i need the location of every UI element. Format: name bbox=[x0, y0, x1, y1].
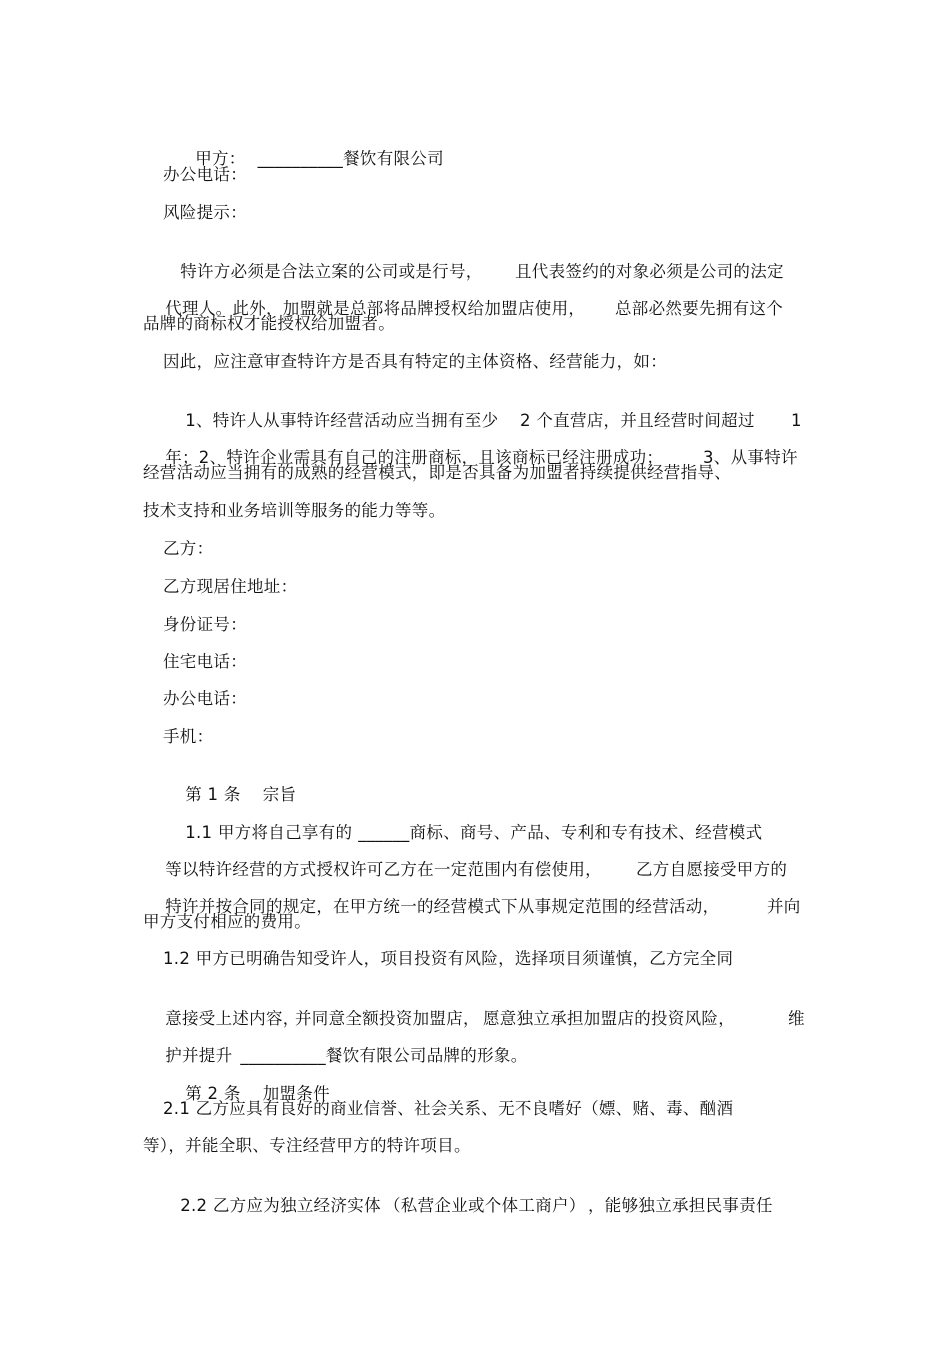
risk-line-1-b: 且代表签约的对象必须是公司的法定 bbox=[515, 262, 784, 281]
clause-1-1-line-2-b: 乙方自愿接受甲方的 bbox=[636, 860, 788, 879]
clause-2-2-a: 2.2 乙方应为独立经济实体 bbox=[180, 1196, 381, 1215]
condition-line-4: 技术支持和业务培训等服务的能力等等。 bbox=[143, 501, 446, 520]
clause-2-2-c: ，能够独立承担民事责任 bbox=[588, 1196, 773, 1215]
clause-1-2-line-3-c: 餐饮有限公司品牌的形象。 bbox=[325, 1046, 528, 1065]
clause-1-1-blank: ______ bbox=[358, 823, 410, 842]
clause-1-2-line-3-a: 护并提升 bbox=[165, 1046, 233, 1065]
clause-2-2-b: （私营企业或个体工商户） bbox=[384, 1196, 586, 1215]
clause-1-2-line-2-a: 意接受上述内容， bbox=[165, 1009, 300, 1028]
condition-line-1-b: 2 个直营店，并且经营时间超过 bbox=[520, 411, 755, 430]
clause-2-2-line-1 bbox=[158, 1173, 773, 1239]
condition-line-2-a: 年；2、特许企业需具有自己的注册商标，且该商标已经注册成功； bbox=[165, 448, 664, 467]
risk-line-2-a: 代理人。此外，加盟就是总部将品牌授权给加盟店使用， bbox=[165, 299, 586, 318]
clause-1-1-line-3-b: 在甲方统一的经营模式下从事规定范围的经营活动， bbox=[333, 897, 720, 916]
party-b-label: 乙方： bbox=[163, 539, 214, 558]
office-phone-a: 办公电话： bbox=[163, 165, 247, 184]
clause-1-2-line-2-c: 愿意独立承担加盟店的投资风险， bbox=[483, 1009, 735, 1028]
party-a-label: 甲方： bbox=[195, 149, 246, 168]
condition-line-1-a: 1、特许人从事特许经营活动应当拥有至少 bbox=[185, 411, 499, 430]
clause-1-1-line-3-c: 并向 bbox=[767, 897, 801, 916]
clause-1-1-a: 1.1 甲方将自己享有的 bbox=[185, 823, 353, 842]
clause-2-1-line-2: 等），并能全职、专注经营甲方的特许项目。 bbox=[143, 1136, 471, 1155]
clause-1-2-line-2-d: 维 bbox=[788, 1009, 805, 1028]
party-a-blank: __________ bbox=[257, 149, 344, 168]
article-1-number: 第 1 条 bbox=[185, 785, 241, 804]
clause-1-1-c: 商标、商号、产品、专利和专有技术、经营模式 bbox=[409, 823, 763, 842]
clause-1-1-line-3-a: 特许并按合同的规定， bbox=[165, 897, 334, 916]
article-2-title: 加盟条件 bbox=[262, 1084, 330, 1103]
clause-1-1-line-4: 甲方支付相应的费用。 bbox=[143, 912, 311, 931]
mobile: 手机： bbox=[163, 727, 214, 746]
home-phone: 住宅电话： bbox=[163, 652, 247, 671]
article-1-title: 宗旨 bbox=[262, 785, 297, 804]
risk-title: 风险提示： bbox=[163, 203, 247, 222]
party-a-suffix: 餐饮有限公司 bbox=[343, 149, 444, 168]
condition-line-2-b: 3、从事特许 bbox=[703, 448, 798, 467]
office-phone-b: 办公电话： bbox=[163, 689, 247, 708]
therefore-line: 因此，应注意审查特许方是否具有特定的主体资格、经营能力，如： bbox=[163, 352, 667, 371]
clause-2-1-line-1: 2.1 乙方应具有良好的商业信誉、社会关系、无不良嗜好（嫖、赌、毒、酗酒 bbox=[163, 1099, 734, 1118]
clause-1-2-line-3-blank: __________ bbox=[240, 1046, 326, 1065]
risk-line-3: 品牌的商标权才能授权给加盟者。 bbox=[143, 314, 395, 333]
party-b-address: 乙方现居住地址： bbox=[163, 577, 298, 596]
condition-line-1-c: 1 bbox=[791, 411, 802, 430]
id-number: 身份证号： bbox=[163, 615, 247, 634]
clause-1-2-line-2-b: 并同意全额投资加盟店， bbox=[295, 1009, 480, 1028]
risk-line-2-b: 总部必然要先拥有这个 bbox=[615, 299, 783, 318]
clause-1-1-line-2-a: 等以特许经营的方式授权许可乙方在一定范围内有偿使用， bbox=[165, 860, 602, 879]
clause-1-2-line-1: 1.2 甲方已明确告知受许人，项目投资有风险，选择项目须谨慎，乙方完全同 bbox=[163, 949, 734, 968]
article-2-number: 第 2 条 bbox=[185, 1084, 241, 1103]
risk-line-1-a: 特许方必须是合法立案的公司或是行号， bbox=[180, 262, 483, 281]
condition-line-3: 经营活动应当拥有的成熟的经营模式，即是否具备为加盟者持续提供经营指导、 bbox=[143, 463, 731, 482]
